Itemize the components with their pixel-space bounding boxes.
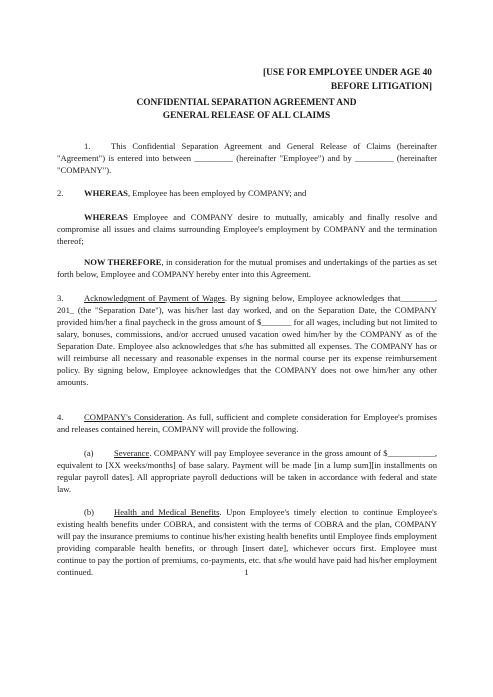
section-4a-heading: Severance bbox=[114, 448, 150, 458]
section-4 bbox=[57, 411, 437, 435]
section-3 bbox=[57, 292, 437, 388]
section-3-heading: Acknowledgment of Payment of Wages bbox=[84, 293, 225, 303]
section-1 bbox=[57, 140, 437, 176]
section-4-text: . As full, sufficient and complete consideration for Employee's promises and releases contained herein, COMPANY will provide the following. bbox=[57, 412, 437, 434]
usage-note-line-1: [USE FOR EMPLOYEE UNDER AGE 40 bbox=[262, 68, 432, 78]
section-2-number: 2. bbox=[57, 188, 64, 198]
usage-note bbox=[232, 66, 432, 94]
section-1-text: This Confidential Separation Agreement and General Release of Claims (hereinafter "Agreement") is entered into between _________ (hereinafter "Employee") and by _________ (hereinafter "COMPANY"). bbox=[57, 141, 437, 175]
whereas-text: Employee and COMPANY desire to mutually, amicably and finally resolve and compromise all issues and claims surrounding Employee's employment by COMPANY and the termination thereof; bbox=[57, 212, 437, 246]
section-4b-text: . Upon Employee's timely election to continue Employee's existing health benefits under COBRA, and consistent with the terms of COBRA and the plan, COMPANY will pay the insurance premiums to continue his/her existing health benefits until Employee finds employment providing comparable health benefits, or through [insert date], whichever occurs first. Employee must continue to pay the portion of premiums, co-payments, etc. that s/he would have paid had his/her employment continued. bbox=[57, 507, 437, 577]
section-2-text: , Employee has been employed by COMPANY; and bbox=[127, 188, 307, 198]
now-therefore-lead: NOW THEREFORE bbox=[84, 257, 162, 267]
whereas-clause bbox=[57, 211, 437, 247]
now-therefore-text: , in consideration for the mutual promises and undertakings of the parties as set forth below, Employee and COMPANY hereby enter into this Agreement. bbox=[57, 257, 438, 279]
section-4b-number: (b) bbox=[84, 507, 95, 517]
section-4-number: 4. bbox=[57, 412, 64, 422]
section-1-number: 1. bbox=[84, 141, 91, 151]
section-3-text: . By signing below, Employee acknowledges that________, 201_ (the "Separation Date"), was his/her last day worked, and on the Separation Date, the COMPANY provided him/her a final paycheck in the gross amount of $_______ for all wages, including but not limited to salary, bonuses, commissions, and/or accrued unused vacation owed him/her by the COMPANY as of the Separation Date. Employee also acknowledges that s/he has submitted all expenses. The COMPANY has or will reimburse all necessary and reasonable expenses in the normal course per its expense reimbursement policy. By signing below, Employee acknowledges that the COMPANY does not owe him/her any other amounts. bbox=[57, 293, 437, 387]
title-line-1: CONFIDENTIAL SEPARATION AGREEMENT AND bbox=[136, 98, 357, 108]
title-line-2: GENERAL RELEASE OF ALL CLAIMS bbox=[162, 111, 331, 121]
document-title bbox=[0, 97, 493, 123]
usage-note-line-2: BEFORE LITIGATION] bbox=[330, 82, 432, 92]
section-2-lead: WHEREAS bbox=[84, 188, 128, 198]
section-4-heading: COMPANY's Consideration bbox=[84, 412, 183, 422]
page-number: 1 bbox=[244, 567, 249, 577]
now-therefore-clause bbox=[57, 256, 437, 280]
section-2 bbox=[57, 187, 437, 199]
section-4a-number: (a) bbox=[84, 448, 94, 458]
section-4a bbox=[57, 447, 437, 495]
section-3-number: 3. bbox=[57, 293, 64, 303]
section-4b-heading: Health and Medical Benefits bbox=[114, 507, 220, 517]
whereas-lead: WHEREAS bbox=[84, 212, 128, 222]
section-4a-text: . COMPANY will pay Employee severance in the gross amount of $___________, equivalent to [XX weeks/months] of base salary. Payment will be made [in a lump sum][in installments on regular payroll dates]. All appropriate payroll deductions will be taken in accordance with federal and state law. bbox=[57, 448, 437, 494]
